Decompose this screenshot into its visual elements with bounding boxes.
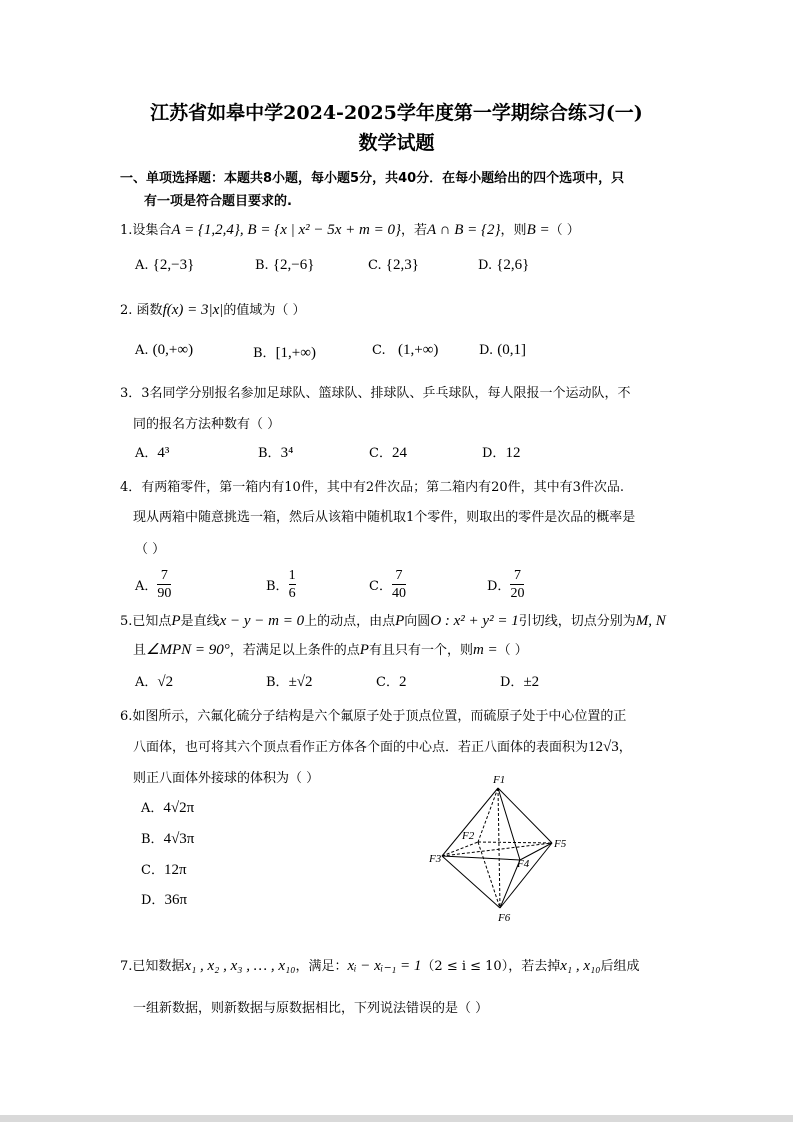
option-value: 12π <box>163 862 187 878</box>
q7-text-3: ，若去掉 <box>508 959 561 974</box>
vertex-label-f3: F3 <box>429 853 442 865</box>
option-label: A. <box>135 258 149 273</box>
q5-text-4: 向圆 <box>404 614 431 629</box>
hidden-edge <box>498 788 500 908</box>
q5-point-p: P <box>171 613 181 629</box>
edge <box>442 788 498 856</box>
option-value: 36π <box>164 892 188 908</box>
q3-option-d[interactable] <box>482 442 520 462</box>
q1-text-3: ，则 <box>500 223 527 238</box>
vertex-label-f2: F2 <box>462 830 475 842</box>
q3-option-b[interactable] <box>258 442 293 462</box>
question-5-line1 <box>120 610 666 630</box>
fraction <box>157 567 171 602</box>
section-header-line1: 一、单项选择题：本题共8小题，每小题5分，共40分．在每小题给出的四个选项中，只 <box>120 171 625 186</box>
option-value: (1,+∞) <box>398 342 439 358</box>
q1-option-b[interactable] <box>255 257 314 274</box>
question-4-line1: 4．有两箱零件，第一箱内有10件，其中有2件次品；第二箱内有20件，其中有3件次品. <box>120 480 625 495</box>
question-4-line2: 现从两箱中随意挑选一箱，然后从该箱中随机取1个零件，则取出的零件是次品的概率是 <box>133 510 636 525</box>
q5-points-mn: M, N <box>635 613 666 629</box>
q1-sets: A = {1,2,4}, B = {x | x² − 5x + m = 0} <box>171 222 402 238</box>
q7-data: x₁ , x₂ , x₃ , … , x₁₀ <box>184 958 296 974</box>
q5-text-3: 上的动点，由点 <box>304 614 396 629</box>
q5-ask: m = <box>472 642 498 658</box>
numerator: 7 <box>395 568 403 583</box>
q7-text-4: 后组成 <box>600 959 640 974</box>
q5-text-7: ，若满足以上条件的点 <box>229 643 360 658</box>
denominator: 6 <box>288 586 296 601</box>
q5-point-p: P <box>359 642 369 658</box>
fraction-bar <box>157 584 171 585</box>
option-value: 3⁴ <box>280 445 294 461</box>
option-label: D． <box>482 446 506 461</box>
q6-text-1: 八面体，也可将其六个顶点看作正方体各个面的中心点．若正八面体的表面积为 <box>133 740 589 755</box>
option-value: {2,−3} <box>152 257 195 273</box>
q2-option-b[interactable] <box>253 342 316 362</box>
vertex-label-f4: F4 <box>517 858 530 870</box>
q7-text-2: ，满足： <box>295 959 348 974</box>
vertex-label-f5: F5 <box>554 838 567 850</box>
q6-text-2: ， <box>618 740 632 755</box>
option-value: (0,1] <box>497 342 526 358</box>
option-label: B． <box>258 446 281 461</box>
q4-option-b[interactable] <box>266 567 296 602</box>
q5-text-1: 5.已知点 <box>120 614 172 629</box>
option-label: D. <box>479 343 494 358</box>
q6-option-d[interactable] <box>141 889 187 909</box>
q5-angle: ∠MPN = 90° <box>146 642 230 658</box>
option-value: {2,3} <box>385 257 419 273</box>
option-value: {2,6} <box>496 257 530 273</box>
option-label: B． <box>141 832 164 847</box>
numerator: 7 <box>513 568 521 583</box>
question-number: 1. <box>120 223 133 238</box>
option-label: B． <box>266 675 289 690</box>
option-label: A. <box>135 343 149 358</box>
q2-text-2: 的值域为（ ） <box>223 303 306 318</box>
q5-text-6: 且 <box>133 643 147 658</box>
edge <box>500 843 552 908</box>
q6-option-b[interactable] <box>141 828 194 848</box>
q6-option-c[interactable] <box>141 859 187 879</box>
option-label: C. <box>372 343 386 358</box>
denominator: 90 <box>157 586 172 601</box>
q5-option-b[interactable] <box>266 671 313 691</box>
q7-range: （2 ≤ i ≤ 10） <box>421 959 509 974</box>
option-label: A． <box>141 801 164 816</box>
q1-option-c[interactable] <box>368 257 419 274</box>
option-value: 12 <box>505 445 521 461</box>
page-bottom-edge <box>0 1115 793 1122</box>
option-value: 4√2π <box>163 800 195 816</box>
option-value: 24 <box>391 445 407 461</box>
option-value: {2,−6} <box>272 257 315 273</box>
q2-option-c[interactable] <box>372 342 438 359</box>
option-label: A． <box>135 579 158 594</box>
option-value: 2 <box>398 674 407 690</box>
option-label: A． <box>135 446 158 461</box>
q5-circle: O : x² + y² = 1 <box>430 613 519 629</box>
option-label: D． <box>141 893 165 908</box>
fraction-bar <box>289 584 296 585</box>
octahedron-figure <box>420 772 580 924</box>
question-6-line1: 6.如图所示，六氟化硫分子结构是六个氟原子处于顶点位置，而硫原子处于中心位置的正 <box>120 709 627 724</box>
q2-expr: f(x) = 3|x| <box>162 302 224 318</box>
question-number: 2. <box>120 303 133 318</box>
fraction <box>392 567 406 602</box>
question-6-line2 <box>133 736 632 756</box>
option-label: C． <box>369 579 392 594</box>
q5-text-2: 是直线 <box>180 614 220 629</box>
q4-option-c[interactable] <box>369 567 406 602</box>
q5-option-d[interactable] <box>500 671 539 691</box>
option-label: D. <box>478 258 493 273</box>
hidden-edge <box>478 788 498 842</box>
option-value: (0,+∞) <box>152 342 194 358</box>
numerator: 7 <box>160 568 168 583</box>
q7-relation: xᵢ − xᵢ₋₁ = 1 <box>347 958 422 974</box>
page-title: 江苏省如皋中学2024-2025学年度第一学期综合练习(一) <box>150 102 643 124</box>
q1-paren: （ ） <box>549 223 580 238</box>
page-subtitle: 数学试题 <box>358 132 435 154</box>
fraction <box>510 567 524 602</box>
q4-option-d[interactable] <box>487 567 524 602</box>
section-header-line2: 有一项是符合题目要求的. <box>144 194 292 209</box>
question-3-line2: 同的报名方法种数有（ ） <box>133 417 281 432</box>
question-7-line2: 一组新数据，则新数据与原数据相比，下列说法错误的是（ ） <box>133 1001 489 1016</box>
question-6-line3: 则正八面体外接球的体积为（ ） <box>133 771 320 786</box>
numerator: 1 <box>288 568 296 583</box>
vertex-label-f1: F1 <box>493 774 506 786</box>
q5-option-a[interactable] <box>135 671 173 691</box>
option-label: B． <box>253 346 276 361</box>
option-value: ±2 <box>523 674 540 690</box>
question-1-stem <box>120 219 580 239</box>
option-label: C． <box>141 863 164 878</box>
option-label: D． <box>487 579 511 594</box>
q5-paren: （ ） <box>497 643 528 658</box>
option-value: 4√3π <box>163 831 195 847</box>
question-4-line3: （ ） <box>135 542 166 557</box>
q3-option-a[interactable] <box>135 442 169 462</box>
option-value: ±√2 <box>288 674 313 690</box>
q5-text-8: 有且只有一个，则 <box>368 643 473 658</box>
q5-option-c[interactable] <box>376 671 406 691</box>
q6-option-a[interactable] <box>141 797 194 817</box>
vertex-label-f6: F6 <box>498 912 511 924</box>
question-3-line1: 3．3名同学分别报名参加足球队、篮球队、排球队、乒乓球队，每人限报一个运动队，不 <box>120 386 631 401</box>
q7-text-1: 7.已知数据 <box>120 959 185 974</box>
q5-line: x − y − m = 0 <box>219 613 305 629</box>
q7-dropped: x₁ , x₁₀ <box>560 958 601 974</box>
option-label: C. <box>368 258 382 273</box>
option-value: 4³ <box>157 445 170 461</box>
fraction <box>289 567 296 602</box>
q1-condition: A ∩ B = {2} <box>427 222 501 238</box>
q6-area: 12√3 <box>588 739 619 755</box>
option-label: D． <box>500 675 524 690</box>
denominator: 40 <box>391 586 406 601</box>
question-7-line1 <box>120 955 639 975</box>
hidden-edge <box>478 842 552 843</box>
q4-option-a[interactable] <box>135 567 171 602</box>
q3-option-c[interactable] <box>369 442 407 462</box>
q1-ask: B = <box>526 222 550 238</box>
q1-option-a[interactable] <box>135 257 194 274</box>
option-label: B． <box>266 579 289 594</box>
q2-option-d[interactable] <box>479 342 526 359</box>
fraction-bar <box>392 584 406 585</box>
q1-option-d[interactable] <box>478 257 529 274</box>
question-2-stem <box>120 299 306 319</box>
q2-text-1: 函数 <box>136 303 163 318</box>
q5-point-p: P <box>395 613 405 629</box>
option-value: [1,+∞) <box>275 345 316 361</box>
option-label: B. <box>255 258 269 273</box>
option-label: C． <box>376 675 399 690</box>
q1-text-2: ，若 <box>401 223 428 238</box>
option-value: √2 <box>157 674 174 690</box>
fraction-bar <box>510 584 524 585</box>
q5-text-5: 引切线，切点分别为 <box>518 614 636 629</box>
q1-text-1: 设集合 <box>132 223 172 238</box>
question-5-line2 <box>133 639 528 659</box>
option-label: C． <box>369 446 392 461</box>
denominator: 20 <box>510 586 525 601</box>
option-label: A． <box>135 675 158 690</box>
q2-option-a[interactable] <box>135 342 193 359</box>
edge <box>442 856 520 860</box>
